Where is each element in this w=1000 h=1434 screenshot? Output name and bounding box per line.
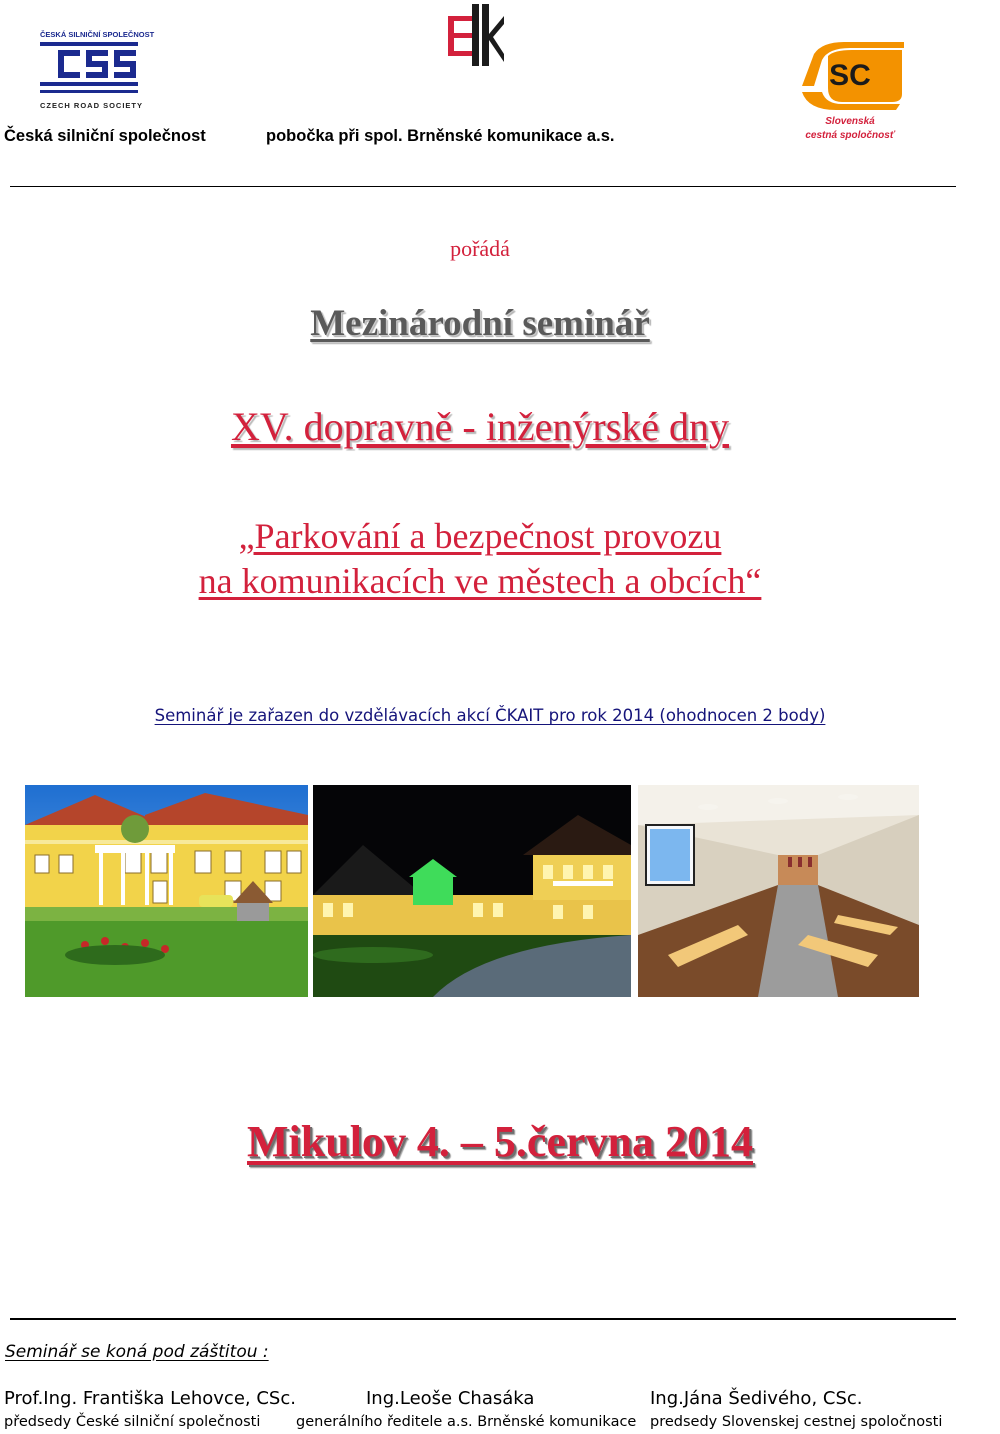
- patron-role: předsedy České silniční společnosti: [4, 1414, 261, 1430]
- conference-hall-photo: [638, 785, 919, 997]
- czech-road-society-logo: [30, 28, 155, 112]
- event-date-location: Mikulov 4. – 5.června 2014: [247, 1117, 753, 1166]
- header-middle-org: pobočka při spol. Brněnské komunikace a.s.: [266, 127, 615, 145]
- patron-role: generálního ředitele a.s. Brněnské komunikace: [296, 1414, 637, 1430]
- event-type-heading: Mezinárodní seminář: [310, 303, 650, 344]
- ssc-logo-text-top: Slovenská: [825, 116, 875, 127]
- header-divider: [10, 186, 956, 187]
- topic-line-2: na komunikacích ve městech a obcích“: [198, 561, 762, 601]
- slovak-road-society-logo: [792, 38, 910, 146]
- topic-line-1: „Parkování a bezpečnost provozu: [238, 516, 722, 556]
- hotel-daytime-photo: [25, 785, 308, 997]
- accreditation-note: Seminář je zařazen do vzdělávacích akcí ČKAIT pro rok 2014 (ohodnocen 2 body): [154, 706, 826, 725]
- hotel-night-photo: [313, 785, 631, 997]
- csc-logo-text-bottom: CZECH ROAD SOCIETY: [40, 101, 144, 110]
- patron-name: Ing.Jána Šedivého, CSc.: [650, 1388, 863, 1409]
- organizes-label: pořádá: [450, 236, 510, 261]
- event-title-heading: XV. dopravně - inženýrské dny: [230, 404, 730, 449]
- csc-logo-text-top: ČESKÁ SILNIČNÍ SPOLEČNOST: [40, 30, 155, 39]
- patronage-label: Seminář se koná pod záštitou :: [5, 1342, 269, 1362]
- ssc-logo-text-bottom: cestná spoločnosť: [805, 130, 895, 141]
- patron-role: predsedy Slovenskej cestnej spoločnosti: [650, 1414, 943, 1430]
- patron-name: Ing.Leoše Chasáka: [366, 1388, 535, 1409]
- brnenske-komunikace-logo: [446, 2, 506, 68]
- svg-text:SC: SC: [829, 59, 871, 92]
- header-left-org: Česká silniční společnost: [4, 127, 206, 145]
- footer-divider: [10, 1318, 956, 1320]
- patron-name: Prof.Ing. Františka Lehovce, CSc.: [4, 1388, 296, 1409]
